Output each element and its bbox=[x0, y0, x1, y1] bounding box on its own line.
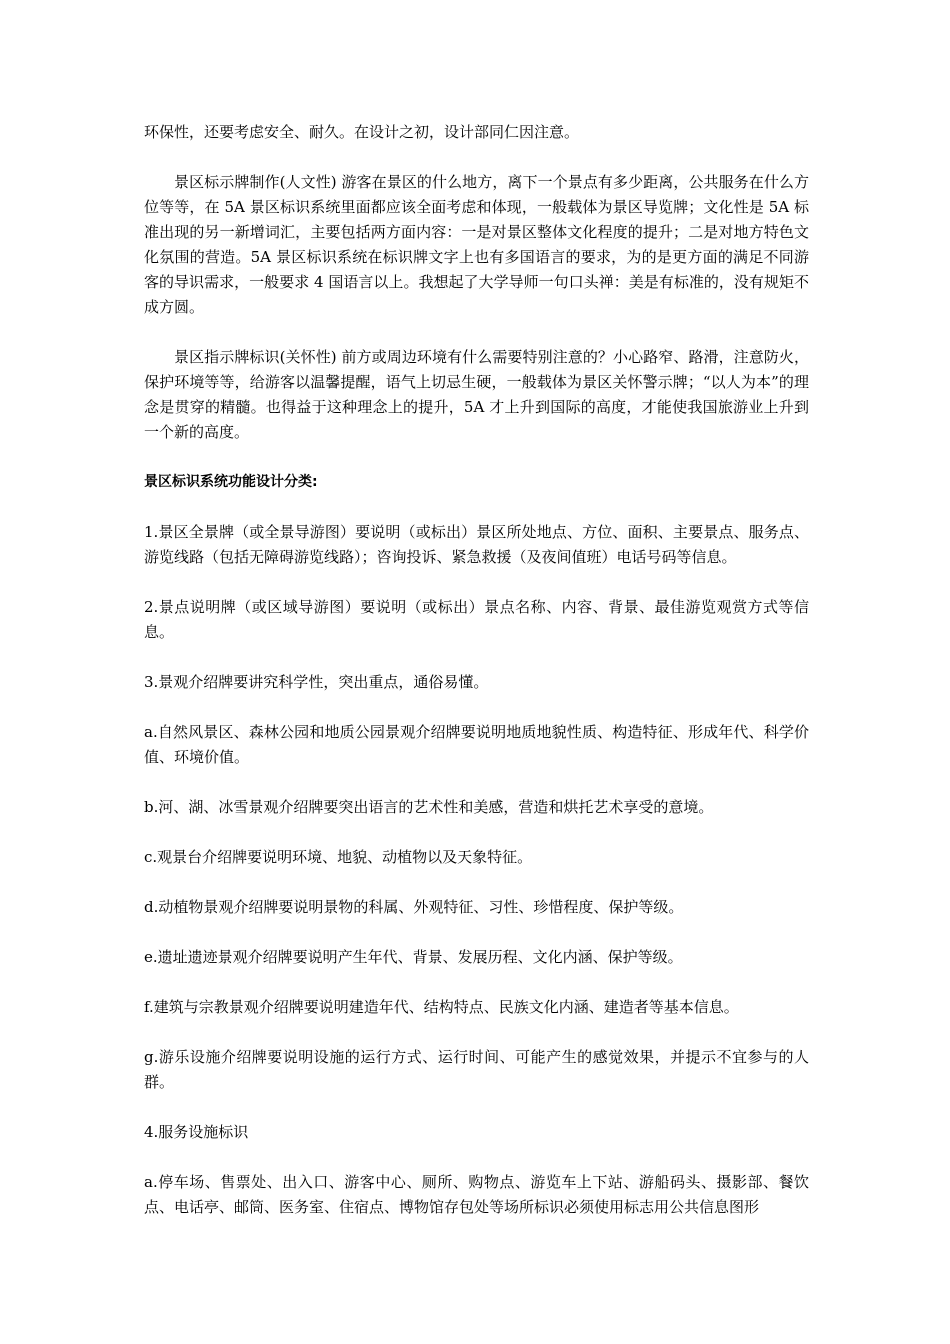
paragraph-caring-signs: 景区指示牌标识(关怀性) 前方或周边环境有什么需要特别注意的？小心路窄、路滑，注意防火，保护环境等等，给游客以温馨提醒，语气上切忌生硬，一般载体为景区关怀警示牌；“以人为本”的理念是贯穿的精髓。也得益于这种理念上的提升，5A 才上升到国际的高度，才能使我国旅游业上升到一个新的高度。 bbox=[144, 348, 809, 441]
list-item-3b: b.河、湖、冰雪景观介绍牌要突出语言的艺术性和美感，营造和烘托艺术享受的意境。 bbox=[144, 798, 714, 816]
list-item-3d: d.动植物景观介绍牌要说明景物的科属、外观特征、习性、珍惜程度、保护等级。 bbox=[144, 898, 684, 916]
list-item-3e: e.遗址遗迹景观介绍牌要说明产生年代、背景、发展历程、文化内涵、保护等级。 bbox=[144, 948, 683, 966]
paragraph-humanistic-signs: 景区标示牌制作(人文性) 游客在景区的什么地方，离下一个景点有多少距离，公共服务在什么方位等等，在 5A 景区标识系统里面都应该全面考虑和体现，一般载体为景区导览牌；文化性是 5A 标准出现的另一新增词汇，主要包括两方面内容：一是对景区整体文化程度的提升；二是对地方特色文化氛围的营造。5A 景区标识系统在标识牌文字上也有多国语言的要求，为的是更方面的满足不同游客的导识需求，一般要求 4 国语言以上。我想起了大学导师一句口头禅：美是有标准的，没有规矩不成方圆。 bbox=[144, 173, 809, 316]
list-item-3: 3.景观介绍牌要讲究科学性，突出重点，通俗易懂。 bbox=[144, 673, 489, 691]
list-item-2: 2.景点说明牌（或区域导游图）要说明（或标出）景点名称、内容、背景、最佳游览观赏方式等信息。 bbox=[144, 598, 809, 641]
list-item-3c: c.观景台介绍牌要说明环境、地貌、动植物以及天象特征。 bbox=[144, 848, 533, 866]
list-item-3a: a.自然风景区、森林公园和地质公园景观介绍牌要说明地质地貌性质、构造特征、形成年代、科学价值、环境价值。 bbox=[144, 723, 809, 766]
paragraph-intro-tail: 环保性，还要考虑安全、耐久。在设计之初，设计部同仁因注意。 bbox=[144, 123, 580, 141]
document-page bbox=[144, 120, 809, 1245]
list-item-3g: g.游乐设施介绍牌要说明设施的运行方式、运行时间、可能产生的感觉效果，并提示不宜参与的人群。 bbox=[144, 1048, 809, 1091]
list-item-3f: f.建筑与宗教景观介绍牌要说明建造年代、结构特点、民族文化内涵、建造者等基本信息。 bbox=[144, 998, 739, 1016]
list-item-4: 4.服务设施标识 bbox=[144, 1123, 249, 1141]
section-heading: 景区标识系统功能设计分类: bbox=[144, 474, 318, 490]
list-item-1: 1.景区全景牌（或全景导游图）要说明（或标出）景区所处地点、方位、面积、主要景点、服务点、游览线路（包括无障碍游览线路）；咨询投诉、紧急救援（及夜间值班）电话号码等信息。 bbox=[144, 523, 809, 566]
list-item-4a: a.停车场、售票处、出入口、游客中心、厕所、购物点、游览车上下站、游船码头、摄影部、餐饮点、电话亭、邮筒、医务室、住宿点、博物馆存包处等场所标识必须使用标志用公共信息图形 bbox=[144, 1173, 809, 1216]
